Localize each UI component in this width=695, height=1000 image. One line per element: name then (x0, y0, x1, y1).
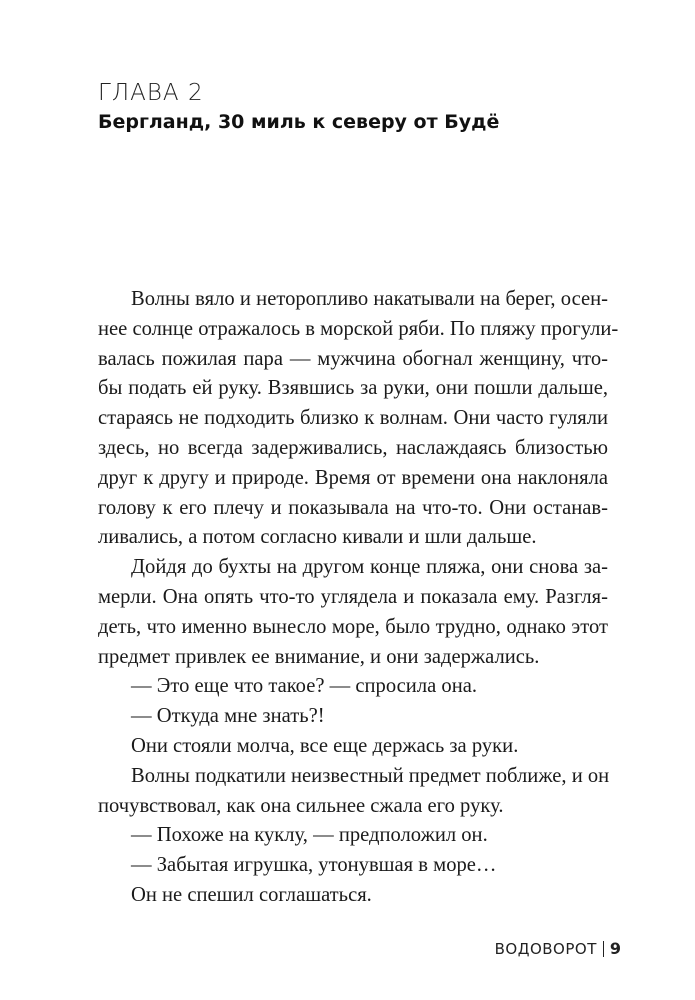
text-line: почувствовал, как она сильнее сжала его руку. (98, 794, 504, 817)
text-line: — Это еще что такое? — спросила она. (131, 675, 478, 698)
footer-divider (603, 941, 604, 957)
running-title: ВОДОВОРОТ (494, 939, 597, 958)
text-line: ливались, а потом согласно кивали и шли дальше. (98, 526, 537, 549)
text-line: бы подать ей руку. Взявшись за руки, они пошли дальше, (98, 377, 608, 400)
text-line: нее солнце отражалось в морской ряби. По пляжу прогули- (98, 317, 619, 340)
text-line: Волны вяло и неторопливо накатывали на берег, осен- (131, 288, 608, 310)
page-number: 9 (609, 939, 621, 958)
text-line: валась пожилая пара — мужчина обогнал женщину, что- (98, 347, 608, 370)
text-line: голову к его плечу и показывала на что-то. Они останав- (98, 496, 608, 519)
text-line: Они стояли молча, все еще держась за руки. (131, 734, 519, 757)
text-line: — Забытая игрушка, утонувшая в море… (131, 854, 497, 877)
text-line: Дойдя до бухты на другом конце пляжа, они снова за- (131, 556, 608, 579)
text-line: деть, что именно вынесло море, было трудно, однако этот (98, 615, 608, 638)
chapter-title: Бергланд, 30 миль к северу от Будё (98, 111, 500, 133)
text-line: Он не спешил соглашаться. (131, 883, 372, 906)
text-line: здесь, но всегда задерживались, наслаждаясь близостью (98, 436, 608, 459)
text-line: предмет привлек ее внимание, и они задержались. (98, 645, 540, 668)
text-line: — Откуда мне знать?! (131, 705, 325, 728)
text-line: — Похоже на куклу, — предположил он. (131, 824, 488, 847)
text-line: Волны подкатили неизвестный предмет поближе, и он (131, 764, 610, 787)
text-line: стараясь не подходить близко к волнам. Они часто гуляли (98, 407, 608, 430)
chapter-label: ГЛАВА 2 (98, 80, 204, 106)
page-footer (495, 939, 621, 958)
text-line: мерли. Она опять что-то углядела и показала ему. Разгля- (98, 585, 608, 608)
body-text (98, 285, 619, 911)
text-line: друг к другу и природе. Время от времени она наклоняла (98, 466, 608, 489)
